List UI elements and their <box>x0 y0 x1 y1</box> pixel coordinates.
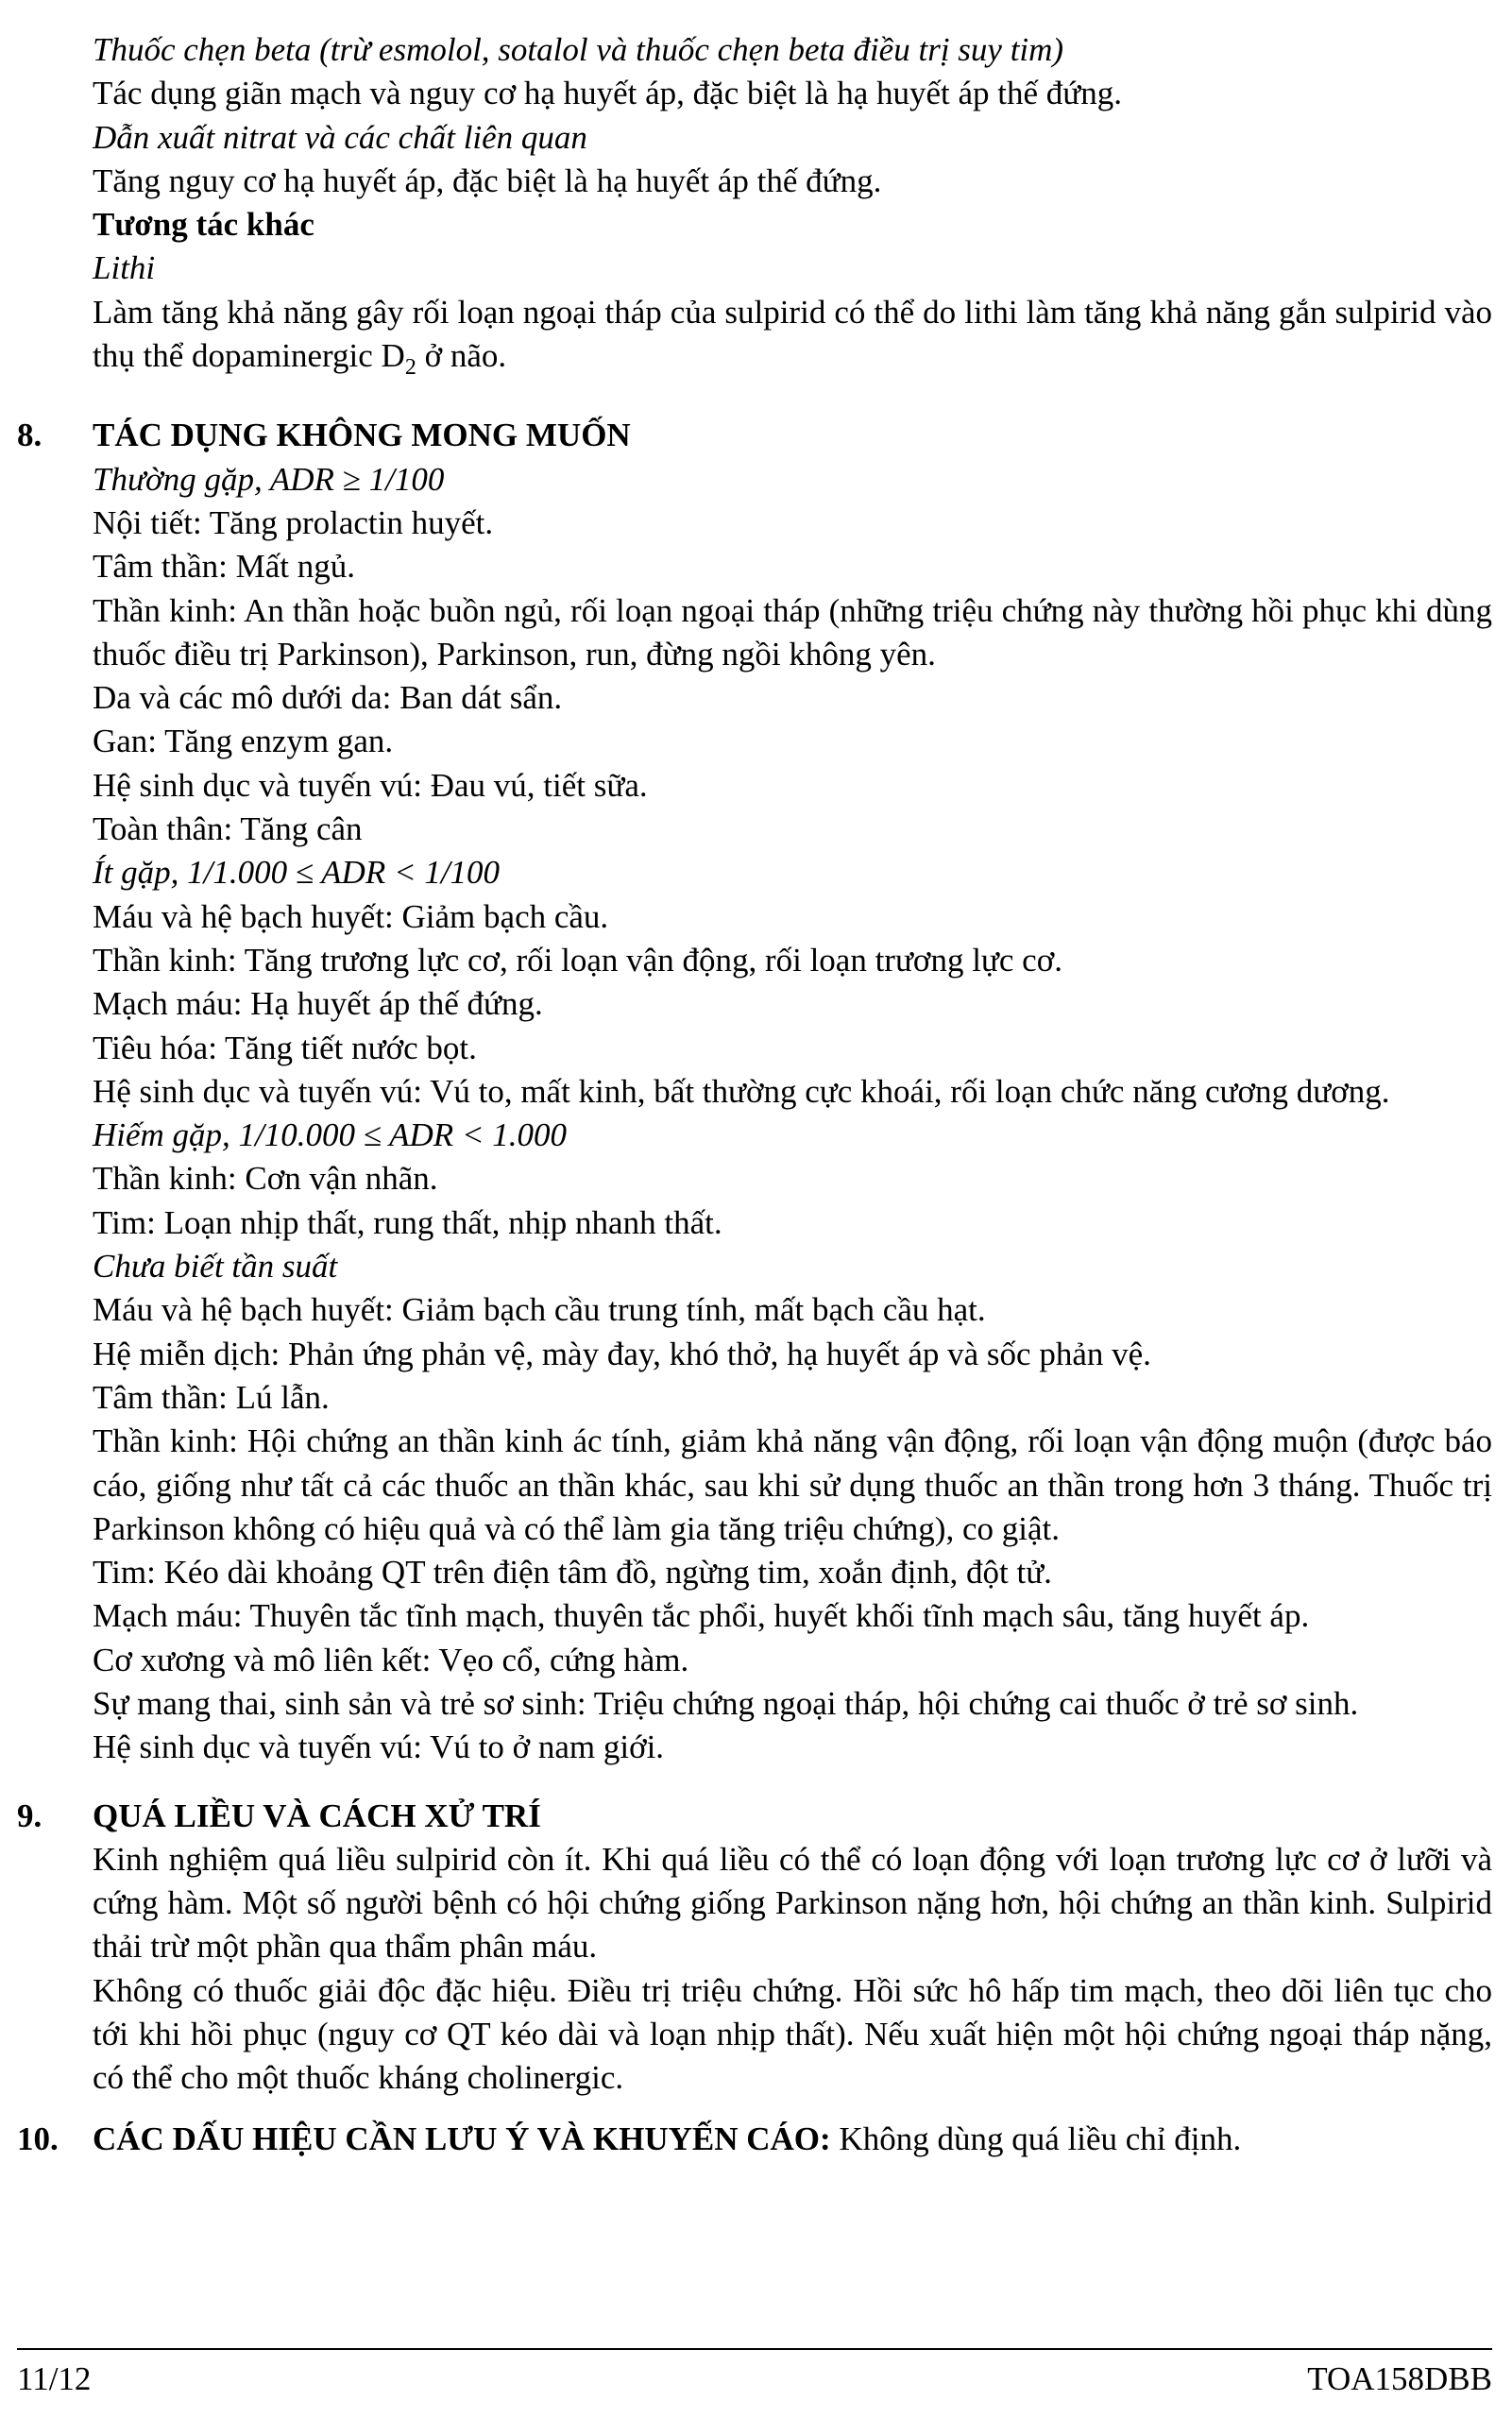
lithium-text-b: ở não. <box>416 337 507 375</box>
section-9-title: QUÁ LIỀU VÀ CÁCH XỬ TRÍ <box>93 1796 541 1834</box>
common-item: Da và các mô dưới da: Ban dát sẩn. <box>93 679 563 717</box>
common-item: Thần kinh: An thần hoặc buồn ngủ, rối loạn ngoại tháp (những triệu chứng này thường hồi phục khi dùng thuốc điều trị Parkinson), Parkinson, run, đừng ngồi không yên. <box>93 591 1492 673</box>
overdose-paragraph-2: Không có thuốc giải độc đặc hiệu. Điều trị triệu chứng. Hồi sức hô hấp tim mạch, theo dõi liên tục cho tới khi hồi phục (nguy cơ QT kéo dài và loạn nhịp thất). Nếu xuất hiện một hội chứng ngoại tháp nặng, có thể cho một thuốc kháng cholinergic. <box>93 1971 1492 2097</box>
beta-blocker-text: Tác dụng giãn mạch và nguy cơ hạ huyết áp, đặc biệt là hạ huyết áp thế đứng. <box>93 75 1123 112</box>
lithium-title: Lithi <box>93 249 156 287</box>
unknown-item: Cơ xương và mô liên kết: Vẹo cổ, cứng hàm. <box>93 1641 689 1678</box>
unknown-item: Sự mang thai, sinh sản và trẻ sơ sinh: Triệu chứng ngoại tháp, hội chứng cai thuốc ở trẻ sơ sinh. <box>93 1684 1359 1722</box>
lithium-subscript: 2 <box>404 355 416 381</box>
unknown-item: Tim: Kéo dài khoảng QT trên điện tâm đồ, ngừng tim, xoắn định, đột tử. <box>93 1554 1052 1592</box>
other-interactions-title: Tương tác khác <box>93 206 314 244</box>
common-title: Thường gặp, ADR ≥ 1/100 <box>93 460 445 498</box>
nitrate-title: Dẫn xuất nitrat và các chất liên quan <box>93 118 587 156</box>
section-10 <box>17 2118 1492 2161</box>
unknown-item: Hệ miễn dịch: Phản ứng phản vệ, mày đay, khó thở, hạ huyết áp và sốc phản vệ. <box>93 1335 1151 1372</box>
section-9-body <box>93 1838 1492 2101</box>
uncommon-item: Tiêu hóa: Tăng tiết nước bọt. <box>93 1029 477 1066</box>
common-item: Hệ sinh dục và tuyến vú: Đau vú, tiết sữa. <box>93 766 648 804</box>
document-code: TOA158DBB <box>1307 2360 1492 2397</box>
beta-blocker-title: Thuốc chẹn beta (trừ esmolol, sotalol và thuốc chẹn beta điều trị suy tim) <box>93 31 1064 68</box>
page-content <box>17 28 1492 2161</box>
section-8-number: 8. <box>17 417 42 454</box>
section-8-heading <box>17 414 1492 457</box>
rare-item: Thần kinh: Cơn vận nhãn. <box>93 1160 438 1198</box>
section-10-title: CÁC DẤU HIỆU CẦN LƯU Ý VÀ KHUYẾN CÁO: <box>93 2120 831 2157</box>
footer-divider <box>17 2348 1492 2350</box>
section-10-text: Không dùng quá liều chỉ định. <box>830 2120 1242 2157</box>
uncommon-item: Mạch máu: Hạ huyết áp thế đứng. <box>93 985 543 1023</box>
unknown-item: Hệ sinh dục và tuyến vú: Vú to ở nam giới. <box>93 1728 665 1766</box>
unknown-item: Tâm thần: Lú lẫn. <box>93 1378 330 1416</box>
section-10-number: 10. <box>17 2120 59 2157</box>
uncommon-title: Ít gặp, 1/1.000 ≤ ADR < 1/100 <box>93 854 501 892</box>
section-8-body <box>93 458 1492 1770</box>
interactions-block <box>93 28 1492 389</box>
section-9-heading <box>17 1795 1492 1838</box>
rare-title: Hiếm gặp, 1/10.000 ≤ ADR < 1.000 <box>93 1116 568 1154</box>
uncommon-item: Thần kinh: Tăng trương lực cơ, rối loạn vận động, rối loạn trương lực cơ. <box>93 941 1062 979</box>
overdose-paragraph-1: Kinh nghiệm quá liều sulpirid còn ít. Khi quá liều có thể có loạn động với loạn trương lực cơ ở lưỡi và cứng hàm. Một số người bệnh có hội chứng giống Parkinson nặng hơn, hội chứng an thần kinh. Sulpirid thải trừ một phần qua thẩm phân máu. <box>93 1840 1492 1966</box>
common-item: Nội tiết: Tăng prolactin huyết. <box>93 503 494 541</box>
common-item: Toàn thân: Tăng cân <box>93 810 363 848</box>
unknown-item: Thần kinh: Hội chứng an thần kinh ác tính, giảm khả năng vận động, rối loạn vận động muộn (được báo cáo, giống như tất cả các thuốc an thần khác, sau khi sử dụng thuốc an thần trong hơn 3 tháng. Thuốc trị Parkinson không có hiệu quả và có thể làm gia tăng triệu chứng), co giật. <box>93 1422 1492 1547</box>
unknown-title: Chưa biết tần suất <box>93 1248 338 1286</box>
unknown-item: Mạch máu: Thuyên tắc tĩnh mạch, thuyên tắc phổi, huyết khối tĩnh mạch sâu, tăng huyết áp. <box>93 1597 1310 1635</box>
lithium-text <box>93 291 1492 390</box>
lithium-text-a: Làm tăng khả năng gây rối loạn ngoại tháp của sulpirid có thể do lithi làm tăng khả năng gắn sulpirid vào thụ thể dopaminergic D <box>93 293 1492 375</box>
section-9-number: 9. <box>17 1796 42 1834</box>
uncommon-item: Máu và hệ bạch huyết: Giảm bạch cầu. <box>93 897 609 935</box>
uncommon-item: Hệ sinh dục và tuyến vú: Vú to, mất kinh, bất thường cực khoái, rối loạn chức năng cương dương. <box>93 1072 1390 1110</box>
section-8-title: TÁC DỤNG KHÔNG MONG MUỐN <box>93 417 631 454</box>
nitrate-text: Tăng nguy cơ hạ huyết áp, đặc biệt là hạ huyết áp thế đứng. <box>93 162 882 199</box>
unknown-item: Máu và hệ bạch huyết: Giảm bạch cầu trung tính, mất bạch cầu hạt. <box>93 1291 986 1329</box>
common-item: Gan: Tăng enzym gan. <box>93 723 394 760</box>
page-number: 11/12 <box>17 2360 92 2397</box>
common-item: Tâm thần: Mất ngủ. <box>93 548 356 586</box>
rare-item: Tim: Loạn nhịp thất, rung thất, nhịp nhanh thất. <box>93 1203 722 1241</box>
